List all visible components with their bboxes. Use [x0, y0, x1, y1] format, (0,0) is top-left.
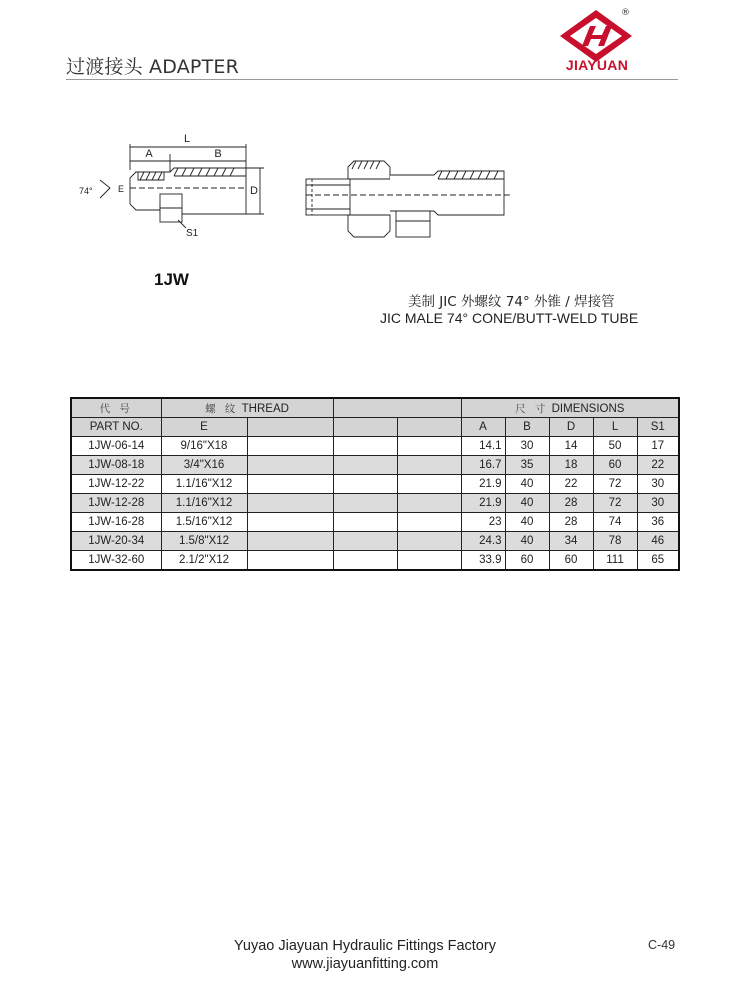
header-e: E — [161, 418, 247, 437]
cell-a: 14.1 — [461, 437, 505, 456]
cell-blank — [397, 513, 461, 532]
cell-blank — [247, 494, 333, 513]
cell-s1: 36 — [637, 513, 679, 532]
page-title: 过渡接头 ADAPTER — [66, 56, 240, 78]
table-header-row — [71, 418, 679, 437]
dim-label-d: D — [250, 185, 258, 197]
cell-blank — [333, 513, 397, 532]
header-d: D — [549, 418, 593, 437]
cell-d: 18 — [549, 456, 593, 475]
cell-e: 1.1/16"X12 — [161, 475, 247, 494]
dim-label-b: B — [214, 148, 222, 160]
product-description-en: JIC MALE 74° CONE/BUTT-WELD TUBE — [380, 310, 639, 326]
cell-blank — [247, 513, 333, 532]
cell-blank — [247, 551, 333, 571]
cell-part: 1JW-12-28 — [71, 494, 161, 513]
header-blank — [247, 418, 333, 437]
cell-blank — [247, 456, 333, 475]
cell-part: 1JW-16-28 — [71, 513, 161, 532]
header-s1: S1 — [637, 418, 679, 437]
cell-blank — [333, 456, 397, 475]
cell-blank — [397, 456, 461, 475]
header-thread-en: THREAD — [241, 402, 289, 415]
dimension-drawing — [74, 128, 274, 246]
header-thread — [161, 398, 333, 418]
cell-l: 60 — [593, 456, 637, 475]
cell-e: 1.5/8"X12 — [161, 532, 247, 551]
cell-blank — [247, 475, 333, 494]
dim-label-l: L — [183, 133, 191, 145]
cell-s1: 17 — [637, 437, 679, 456]
cell-a: 24.3 — [461, 532, 505, 551]
page-number: C-49 — [648, 938, 676, 952]
cell-l: 72 — [593, 494, 637, 513]
cell-e: 3/4"X16 — [161, 456, 247, 475]
cell-b: 40 — [505, 513, 549, 532]
cell-blank — [397, 494, 461, 513]
table-header-row — [71, 398, 679, 418]
product-code: 1JW — [154, 270, 189, 289]
cell-e: 1.5/16"X12 — [161, 513, 247, 532]
table-row — [71, 551, 679, 571]
cell-blank — [247, 532, 333, 551]
spec-table — [70, 397, 680, 571]
table-row — [71, 532, 679, 551]
header-b: B — [505, 418, 549, 437]
cell-blank — [333, 437, 397, 456]
cell-blank — [397, 437, 461, 456]
cell-blank — [333, 551, 397, 571]
dim-label-a: A — [145, 148, 153, 160]
cell-d: 14 — [549, 437, 593, 456]
table-row — [71, 456, 679, 475]
table-row — [71, 475, 679, 494]
cell-l: 50 — [593, 437, 637, 456]
cell-s1: 22 — [637, 456, 679, 475]
cell-a: 21.9 — [461, 475, 505, 494]
table-row — [71, 494, 679, 513]
header-thread-cn: 螺 纹 — [205, 402, 239, 415]
header-blank — [397, 418, 461, 437]
table-row — [71, 437, 679, 456]
cell-blank — [397, 551, 461, 571]
cell-a: 21.9 — [461, 494, 505, 513]
header-a: A — [461, 418, 505, 437]
cell-part: 1JW-12-22 — [71, 475, 161, 494]
cell-s1: 30 — [637, 494, 679, 513]
cell-d: 34 — [549, 532, 593, 551]
cell-blank — [397, 532, 461, 551]
cell-e: 1.1/16"X12 — [161, 494, 247, 513]
cell-b: 60 — [505, 551, 549, 571]
assembly-drawing — [300, 155, 514, 240]
header-part-cn: 代 号 — [71, 398, 161, 418]
cell-b: 40 — [505, 532, 549, 551]
footer-url[interactable]: www.jiayuanfitting.com — [291, 956, 439, 972]
cell-blank — [333, 475, 397, 494]
header-dims-en: DIMENSIONS — [551, 402, 625, 415]
cell-blank — [397, 475, 461, 494]
cell-d: 28 — [549, 513, 593, 532]
cell-part: 1JW-08-18 — [71, 456, 161, 475]
header-part-no: PART NO. — [71, 418, 161, 437]
cell-e: 9/16"X18 — [161, 437, 247, 456]
dim-label-s1: S1 — [186, 228, 199, 239]
cell-blank — [333, 532, 397, 551]
cell-a: 33.9 — [461, 551, 505, 571]
cell-part: 1JW-06-14 — [71, 437, 161, 456]
cell-s1: 65 — [637, 551, 679, 571]
table-row — [71, 513, 679, 532]
cell-d: 22 — [549, 475, 593, 494]
header-dims-cn: 尺 寸 — [515, 402, 549, 415]
cell-l: 78 — [593, 532, 637, 551]
header-dimensions — [461, 398, 679, 418]
header-divider — [66, 79, 678, 80]
cell-a: 23 — [461, 513, 505, 532]
product-description-cn: 美制 JIC 外螺纹 74° 外锥 / 焊接管 — [408, 294, 615, 310]
cell-e: 2.1/2"X12 — [161, 551, 247, 571]
cell-b: 40 — [505, 475, 549, 494]
cell-d: 28 — [549, 494, 593, 513]
cell-s1: 30 — [637, 475, 679, 494]
cell-b: 30 — [505, 437, 549, 456]
cell-b: 40 — [505, 494, 549, 513]
cell-l: 111 — [593, 551, 637, 571]
cell-part: 1JW-20-34 — [71, 532, 161, 551]
cell-blank — [247, 437, 333, 456]
cell-b: 35 — [505, 456, 549, 475]
cell-a: 16.7 — [461, 456, 505, 475]
cell-d: 60 — [549, 551, 593, 571]
cell-s1: 46 — [637, 532, 679, 551]
brand-name: JIAYUAN — [565, 57, 629, 73]
angle-label: 74° — [79, 186, 93, 196]
cell-blank — [333, 494, 397, 513]
footer-company: Yuyao Jiayuan Hydraulic Fittings Factory — [234, 938, 496, 954]
cell-l: 72 — [593, 475, 637, 494]
header-l: L — [593, 418, 637, 437]
cell-l: 74 — [593, 513, 637, 532]
dim-label-e: E — [118, 184, 125, 194]
header-blank — [333, 398, 461, 418]
cell-part: 1JW-32-60 — [71, 551, 161, 571]
header-blank — [333, 418, 397, 437]
registered-mark: ® — [621, 8, 630, 18]
